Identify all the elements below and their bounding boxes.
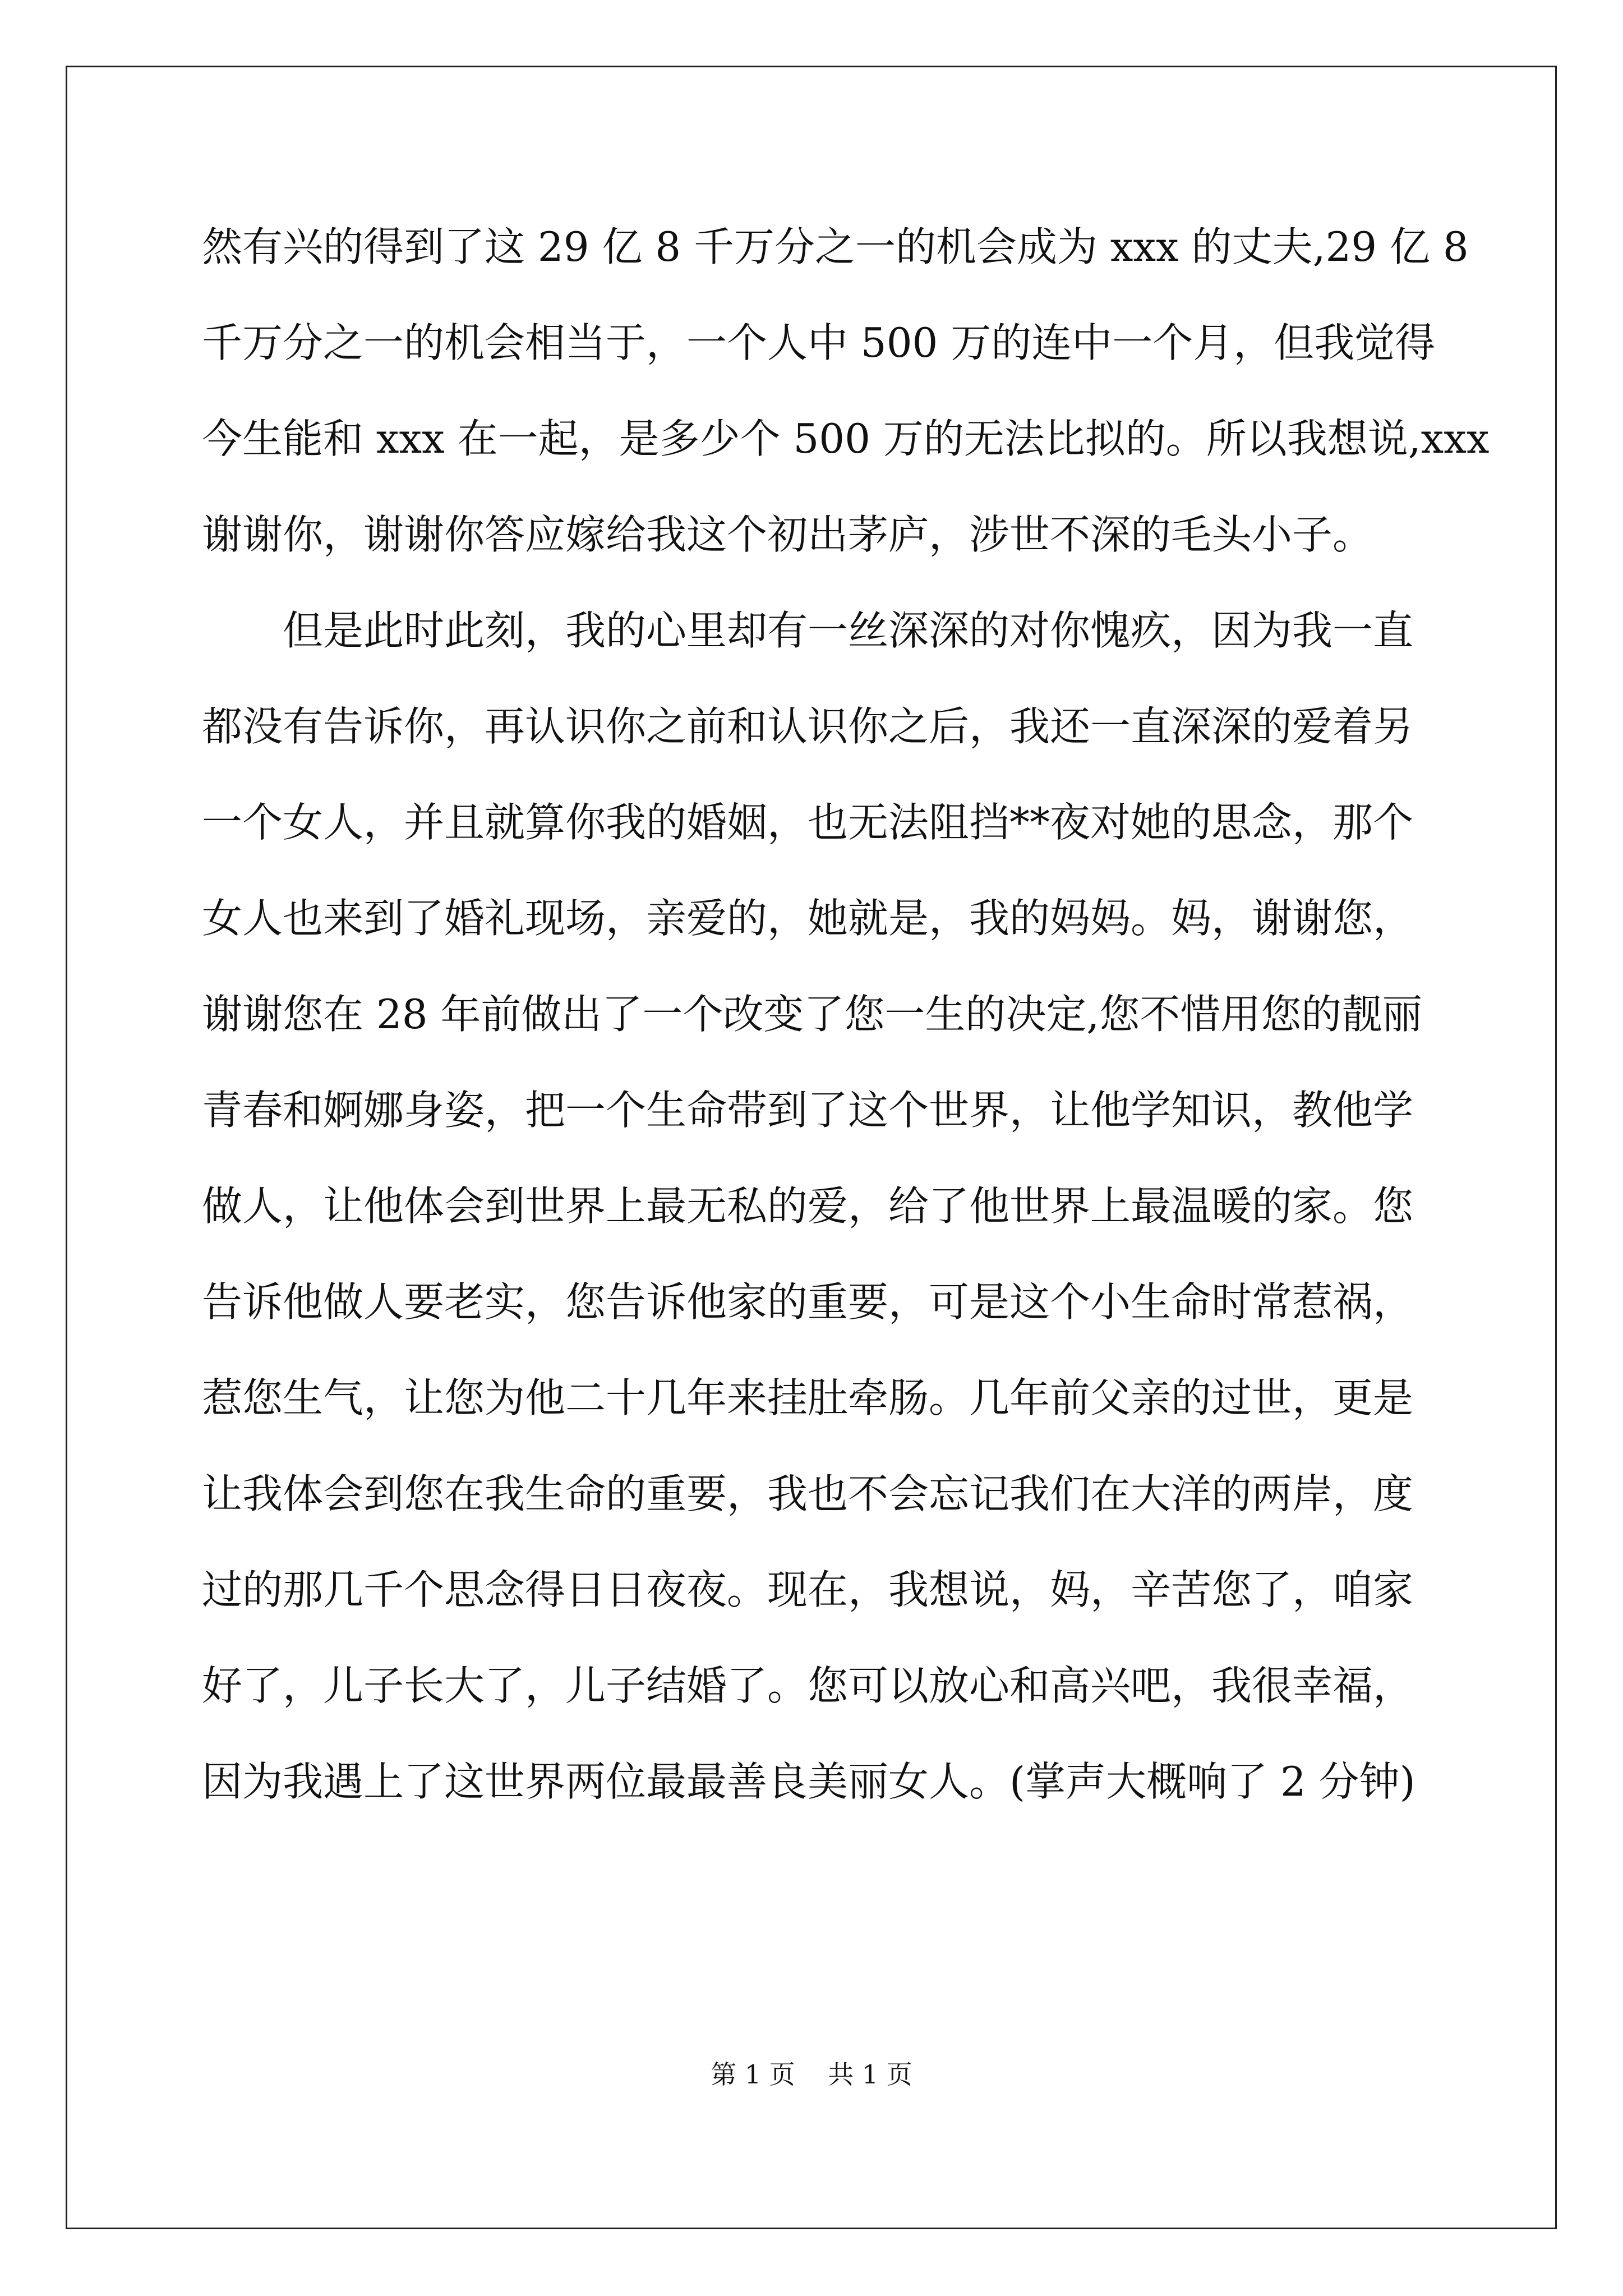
text-line: 谢谢您在 28 年前做出了一个改变了您一生的决定,您不惜用您的靓丽 (202, 991, 1423, 1038)
text-line: 过的那几千个思念得日日夜夜。现在，我想说，妈，辛苦您了，咱家 (202, 1566, 1414, 1613)
text-line: 青春和婀娜身姿，把一个生命带到了这个世界，让他学知识，教他学 (202, 1087, 1414, 1134)
text-line: 一个女人，并且就算你我的婚姻，也无法阻挡**夜对她的思念，那个 (202, 799, 1414, 846)
text-line: 谢谢你，谢谢你答应嫁给我这个初出茅庐，涉世不深的毛头小子。 (202, 511, 1373, 558)
text-line: 女人也来到了婚礼现场，亲爱的，她就是，我的妈妈。妈，谢谢您， (202, 895, 1414, 942)
text-line: 惹您生气，让您为他二十几年来挂肚牵肠。几年前父亲的过世，更是 (202, 1374, 1414, 1421)
page-footer: 第 1 页 共 1 页 (711, 2059, 912, 2090)
text-line: 但是此时此刻，我的心里却有一丝深深的对你愧疚，因为我一直 (283, 607, 1414, 654)
document-body (202, 220, 1490, 1851)
text-line: 然有兴的得到了这 29 亿 8 千万分之一的机会成为 xxx 的丈夫,29 亿 8 (202, 223, 1469, 270)
text-line: 千万分之一的机会相当于，一个人中 500 万的连中一个月，但我觉得 (202, 319, 1436, 366)
text-line: 都没有告诉你，再认识你之前和认识你之后，我还一直深深的爱着另 (202, 703, 1414, 750)
text-line: 因为我遇上了这世界两位最最善良美丽女人。(掌声大概响了 2 分钟) (202, 1758, 1415, 1805)
text-line: 今生能和 xxx 在一起，是多少个 500 万的无法比拟的。所以我想说,xxx (202, 415, 1490, 462)
text-line: 告诉他做人要老实，您告诉他家的重要，可是这个小生命时常惹祸， (202, 1278, 1414, 1326)
text-line: 好了，儿子长大了，儿子结婚了。您可以放心和高兴吧，我很幸福， (202, 1662, 1414, 1709)
text-line: 做人，让他体会到世界上最无私的爱，给了他世界上最温暖的家。您 (202, 1182, 1414, 1230)
text-line: 让我体会到您在我生命的重要，我也不会忘记我们在大洋的两岸，度 (202, 1470, 1414, 1517)
